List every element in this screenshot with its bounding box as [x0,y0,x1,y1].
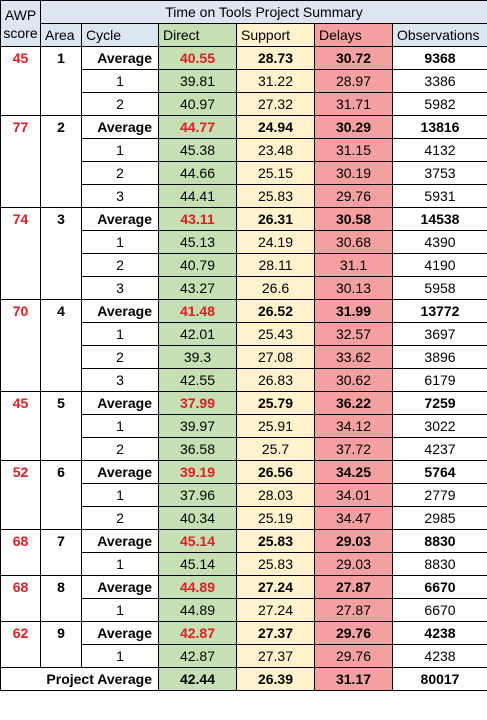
awp-score-cell: 74 [1,208,41,300]
observations-cell: 9368 [393,47,487,70]
cycle-cell: Average [82,47,159,70]
direct-cell: 42.87 [159,622,237,645]
cycle-cell: 1 [82,70,159,93]
delays-cell: 30.72 [315,47,393,70]
delays-cell: 29.76 [315,185,393,208]
delays-cell: 30.58 [315,208,393,231]
direct-cell: 45.38 [159,139,237,162]
delays-cell: 34.25 [315,461,393,484]
direct-cell: 40.79 [159,254,237,277]
observations-cell: 5982 [393,93,487,116]
observations-cell: 4390 [393,231,487,254]
observations-cell: 13816 [393,116,487,139]
direct-cell: 44.41 [159,185,237,208]
direct-cell: 40.97 [159,93,237,116]
delays-cell: 29.03 [315,530,393,553]
awp-score-cell: 52 [1,461,41,530]
observations-cell: 3022 [393,415,487,438]
direct-cell: 43.11 [159,208,237,231]
observations-cell: 4238 [393,645,487,668]
cycle-cell: 1 [82,139,159,162]
support-cell: 27.24 [237,599,315,622]
delays-cell: 28.97 [315,70,393,93]
observations-cell: 4238 [393,622,487,645]
direct-cell: 37.99 [159,392,237,415]
observations-cell: 3896 [393,346,487,369]
cycle-cell: 1 [82,231,159,254]
direct-cell: 39.97 [159,415,237,438]
support-cell: 25.83 [237,185,315,208]
direct-cell: 42.55 [159,369,237,392]
observations-cell: 6179 [393,369,487,392]
cycle-cell: Average [82,576,159,599]
delays-cell: 30.62 [315,369,393,392]
awp-score-header: AWP score [1,1,41,47]
cycle-cell: 3 [82,185,159,208]
awp-score-cell: 68 [1,530,41,576]
awp-score-cell: 45 [1,47,41,116]
observations-cell: 2779 [393,484,487,507]
cycle-cell: 1 [82,645,159,668]
total-observations-cell: 80017 [393,668,487,691]
area-cell: 9 [41,622,82,668]
support-cell: 25.15 [237,162,315,185]
delays-cell: 29.76 [315,645,393,668]
support-cell: 28.11 [237,254,315,277]
awp-score-cell: 70 [1,300,41,392]
observations-cell: 5931 [393,185,487,208]
delays-cell: 34.01 [315,484,393,507]
observations-header: Observations [393,24,487,47]
average-row [1,116,487,139]
support-cell: 23.48 [237,139,315,162]
observations-cell: 7259 [393,392,487,415]
area-cell: 6 [41,461,82,530]
total-direct-cell: 42.44 [159,668,237,691]
support-cell: 24.94 [237,116,315,139]
direct-cell: 45.14 [159,553,237,576]
cycle-cell: Average [82,116,159,139]
direct-cell: 43.27 [159,277,237,300]
cycle-header: Cycle [82,24,159,47]
awp-score-cell: 77 [1,116,41,208]
delays-cell: 30.13 [315,277,393,300]
average-row [1,576,487,599]
direct-cell: 44.89 [159,576,237,599]
area-cell: 2 [41,116,82,208]
delays-cell: 32.57 [315,323,393,346]
direct-cell: 45.13 [159,231,237,254]
direct-cell: 44.89 [159,599,237,622]
direct-cell: 42.01 [159,323,237,346]
cycle-cell: 2 [82,438,159,461]
cycle-cell: 2 [82,346,159,369]
cycle-cell: 1 [82,484,159,507]
cycle-cell: Average [82,300,159,323]
average-row [1,530,487,553]
direct-cell: 37.96 [159,484,237,507]
average-row [1,392,487,415]
area-cell: 1 [41,47,82,116]
average-row [1,461,487,484]
header-row [1,24,487,47]
support-cell: 31.22 [237,70,315,93]
support-cell: 26.56 [237,461,315,484]
direct-cell: 44.77 [159,116,237,139]
cycle-cell: 1 [82,415,159,438]
support-cell: 25.83 [237,553,315,576]
project-average-label: Project Average [1,668,159,691]
observations-cell: 5958 [393,277,487,300]
support-cell: 26.83 [237,369,315,392]
support-cell: 25.7 [237,438,315,461]
awp-score-cell: 45 [1,392,41,461]
cycle-cell: 3 [82,277,159,300]
awp-score-cell: 62 [1,622,41,668]
direct-header: Direct [159,24,237,47]
title-row [1,1,487,24]
delays-cell: 31.1 [315,254,393,277]
delays-cell: 27.87 [315,576,393,599]
cycle-cell: Average [82,392,159,415]
delays-cell: 30.19 [315,162,393,185]
observations-cell: 13772 [393,300,487,323]
support-cell: 28.03 [237,484,315,507]
cycle-cell: 2 [82,507,159,530]
support-cell: 25.83 [237,530,315,553]
total-support-cell: 26.39 [237,668,315,691]
direct-cell: 41.48 [159,300,237,323]
support-cell: 26.31 [237,208,315,231]
observations-cell: 4132 [393,139,487,162]
area-cell: 4 [41,300,82,392]
support-cell: 25.91 [237,415,315,438]
cycle-cell: 1 [82,553,159,576]
cycle-cell: 2 [82,254,159,277]
cycle-cell: Average [82,461,159,484]
cycle-cell: Average [82,208,159,231]
observations-cell: 6670 [393,576,487,599]
project-average-row [1,668,487,691]
delays-cell: 31.99 [315,300,393,323]
direct-cell: 45.14 [159,530,237,553]
observations-cell: 8830 [393,530,487,553]
observations-cell: 4237 [393,438,487,461]
cycle-cell: 1 [82,323,159,346]
delays-cell: 34.12 [315,415,393,438]
support-cell: 27.37 [237,645,315,668]
average-row [1,300,487,323]
area-cell: 5 [41,392,82,461]
direct-cell: 40.55 [159,47,237,70]
awp-score-cell: 68 [1,576,41,622]
support-cell: 24.19 [237,231,315,254]
observations-cell: 2985 [393,507,487,530]
support-header: Support [237,24,315,47]
delays-cell: 30.68 [315,231,393,254]
observations-cell: 4190 [393,254,487,277]
observations-cell: 5764 [393,461,487,484]
support-cell: 26.52 [237,300,315,323]
support-cell: 25.79 [237,392,315,415]
cycle-cell: 3 [82,369,159,392]
cycle-cell: 1 [82,599,159,622]
area-cell: 8 [41,576,82,622]
direct-cell: 36.58 [159,438,237,461]
delays-header: Delays [315,24,393,47]
direct-cell: 42.87 [159,645,237,668]
delays-cell: 37.72 [315,438,393,461]
delays-cell: 29.76 [315,622,393,645]
support-cell: 26.6 [237,277,315,300]
delays-cell: 30.29 [315,116,393,139]
support-cell: 27.24 [237,576,315,599]
direct-cell: 44.66 [159,162,237,185]
cycle-cell: 2 [82,93,159,116]
observations-cell: 3697 [393,323,487,346]
direct-cell: 40.34 [159,507,237,530]
cycle-cell: 2 [82,162,159,185]
average-row [1,622,487,645]
area-header: Area [41,24,82,47]
direct-cell: 39.3 [159,346,237,369]
observations-cell: 8830 [393,553,487,576]
observations-cell: 6670 [393,599,487,622]
delays-cell: 33.62 [315,346,393,369]
support-cell: 25.43 [237,323,315,346]
support-cell: 25.19 [237,507,315,530]
area-cell: 7 [41,530,82,576]
total-delays-cell: 31.17 [315,668,393,691]
observations-cell: 14538 [393,208,487,231]
support-cell: 27.32 [237,93,315,116]
delays-cell: 36.22 [315,392,393,415]
average-row [1,47,487,70]
support-cell: 27.37 [237,622,315,645]
observations-cell: 3753 [393,162,487,185]
support-cell: 28.73 [237,47,315,70]
delays-cell: 29.03 [315,553,393,576]
cycle-cell: Average [82,530,159,553]
delays-cell: 31.15 [315,139,393,162]
area-cell: 3 [41,208,82,300]
table-title: Time on Tools Project Summary [41,1,487,24]
cycle-cell: Average [82,622,159,645]
delays-cell: 27.87 [315,599,393,622]
delays-cell: 34.47 [315,507,393,530]
support-cell: 27.08 [237,346,315,369]
direct-cell: 39.19 [159,461,237,484]
observations-cell: 3386 [393,70,487,93]
average-row [1,208,487,231]
direct-cell: 39.81 [159,70,237,93]
delays-cell: 31.71 [315,93,393,116]
